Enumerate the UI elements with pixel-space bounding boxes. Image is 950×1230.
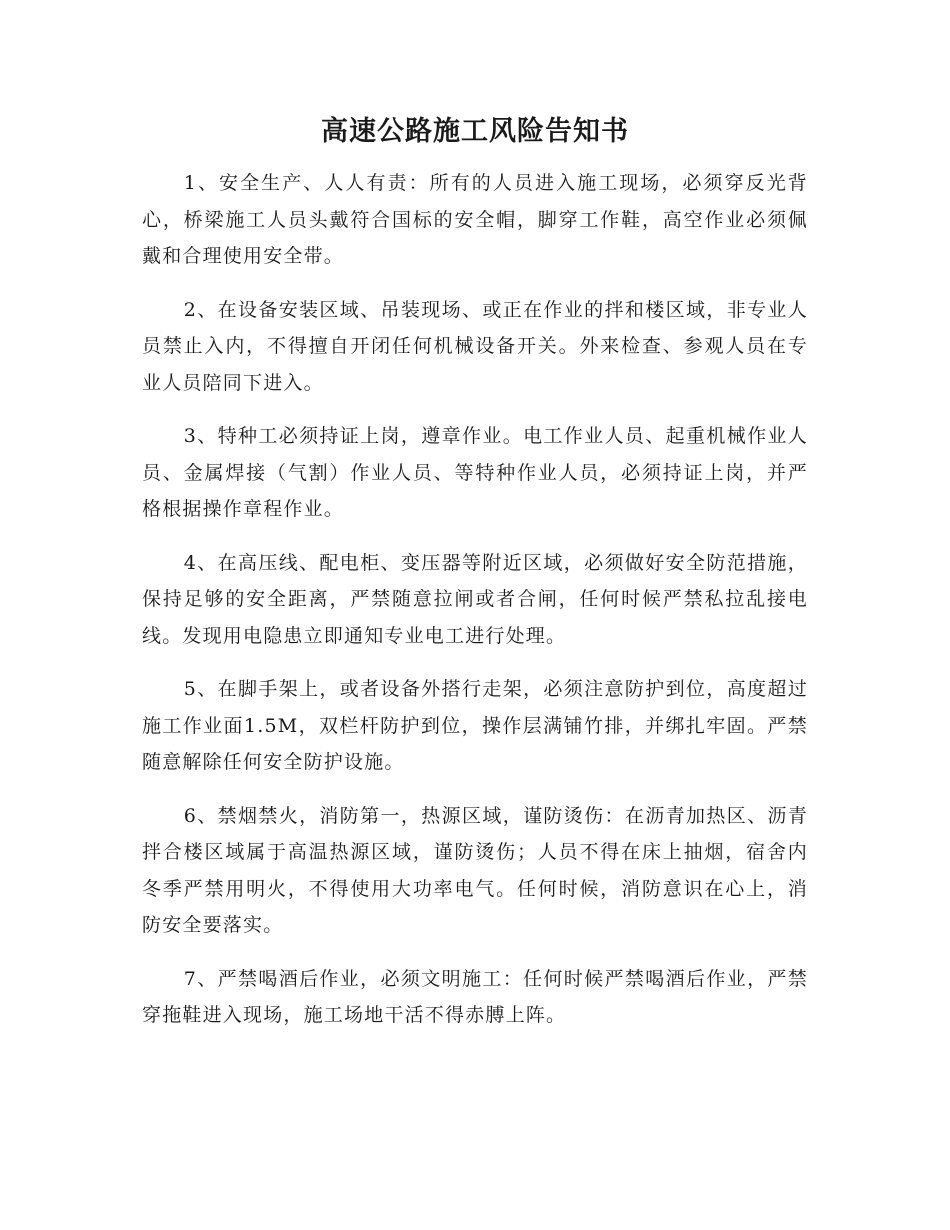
paragraph-5: 5、在脚手架上，或者设备外搭行走架，必须注意防护到位，高度超过施工作业面1.5M，双栏杆防护到位，操作层满铺竹排，并绑扎牢固。严禁随意解除任何安全防护设施。 bbox=[142, 678, 808, 773]
document-title: 高速公路施工风险告知书 bbox=[321, 116, 629, 147]
document-body bbox=[142, 165, 808, 1051]
paragraph-4: 4、在高压线、配电柜、变压器等附近区域，必须做好安全防范措施，保持足够的安全距离，严禁随意拉闸或者合闸，任何时候严禁私拉乱接电线。发现用电隐患立即通知专业电工进行处理。 bbox=[142, 551, 808, 647]
paragraph-1: 1、安全生产、人人有责：所有的人员进入施工现场，必须穿反光背心，桥梁施工人员头戴符合国标的安全帽，脚穿工作鞋，高空作业必须佩戴和合理使用安全带。 bbox=[142, 172, 808, 267]
paragraph-7: 7、严禁喝酒后作业，必须文明施工：任何时候严禁喝酒后作业，严禁穿拖鞋进入现场，施工场地干活不得赤膊上阵。 bbox=[142, 967, 808, 1026]
paragraph-3: 3、特种工必须持证上岗，遵章作业。电工作业人员、起重机械作业人员、金属焊接（气割）作业人员、等特种作业人员，必须持证上岗，并严格根据操作章程作业。 bbox=[142, 425, 808, 520]
paragraph-6: 6、禁烟禁火，消防第一，热源区域，谨防烫伤：在沥青加热区、沥青拌合楼区域属于高温热源区域，谨防烫伤；人员不得在床上抽烟，宿舍内冬季严禁用明火，不得使用大功率电气。任何时候，消防意识在心上，消防安全要落实。 bbox=[142, 804, 808, 936]
paragraph-2: 2、在设备安装区域、吊装现场、或正在作业的拌和楼区域，非专业人员禁止入内，不得擅自开闭任何机械设备开关。外来检查、参观人员在专业人员陪同下进入。 bbox=[142, 298, 808, 394]
